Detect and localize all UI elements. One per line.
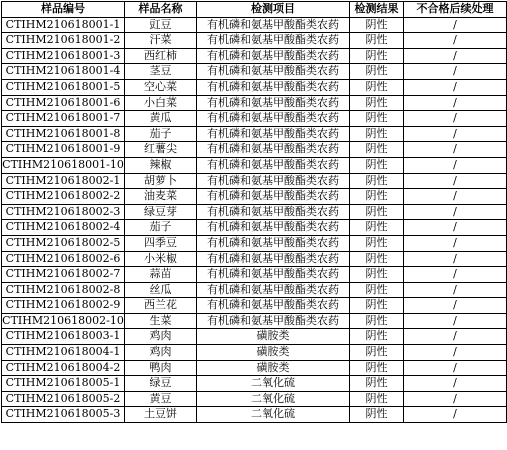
follow-up-cell: / <box>404 17 507 33</box>
header-sample-name: 样品名称 <box>125 2 197 18</box>
test-item-cell: 有机磷和氨基甲酸酯类农药 <box>197 79 350 95</box>
test-item-cell: 有机磷和氨基甲酸酯类农药 <box>197 17 350 33</box>
sample-name-cell: 红薯尖 <box>125 142 197 158</box>
table-row <box>2 79 507 95</box>
sample-id-cell: CTIHM210618002-2 <box>2 189 125 205</box>
sample-id-cell: CTIHM210618002-10 <box>2 313 125 329</box>
sample-name-cell: 辣椒 <box>125 157 197 173</box>
test-result-cell: 阴性 <box>350 251 404 267</box>
sample-id-cell: CTIHM210618005-2 <box>2 391 125 407</box>
sample-name-cell: 鸡肉 <box>125 329 197 345</box>
test-result-cell: 阴性 <box>350 391 404 407</box>
follow-up-cell: / <box>404 126 507 142</box>
test-result-cell: 阴性 <box>350 360 404 376</box>
sample-name-cell: 小米椒 <box>125 251 197 267</box>
sample-id-cell: CTIHM210618002-3 <box>2 204 125 220</box>
follow-up-cell: / <box>404 407 507 423</box>
test-item-cell: 有机磷和氨基甲酸酯类农药 <box>197 173 350 189</box>
table-row <box>2 204 507 220</box>
test-result-cell: 阴性 <box>350 126 404 142</box>
sample-name-cell: 蒜苗 <box>125 267 197 283</box>
test-result-cell: 阴性 <box>350 79 404 95</box>
follow-up-cell: / <box>404 64 507 80</box>
sample-name-cell: 小白菜 <box>125 95 197 111</box>
follow-up-cell: / <box>404 157 507 173</box>
table-row <box>2 267 507 283</box>
test-result-cell: 阴性 <box>350 17 404 33</box>
test-item-cell: 有机磷和氨基甲酸酯类农药 <box>197 95 350 111</box>
table-row <box>2 142 507 158</box>
sample-name-cell: 生菜 <box>125 313 197 329</box>
test-result-cell: 阴性 <box>350 282 404 298</box>
test-result-cell: 阴性 <box>350 376 404 392</box>
table-body <box>2 17 507 422</box>
sample-id-cell: CTIHM210618001-7 <box>2 111 125 127</box>
test-item-cell: 磺胺类 <box>197 345 350 361</box>
table-row <box>2 157 507 173</box>
table-row <box>2 407 507 423</box>
sample-id-cell: CTIHM210618005-1 <box>2 376 125 392</box>
test-result-cell: 阴性 <box>350 298 404 314</box>
sample-id-cell: CTIHM210618004-2 <box>2 360 125 376</box>
table-header <box>2 2 507 18</box>
test-result-cell: 阴性 <box>350 329 404 345</box>
table-row <box>2 251 507 267</box>
test-result-cell: 阴性 <box>350 235 404 251</box>
test-result-cell: 阴性 <box>350 407 404 423</box>
follow-up-cell: / <box>404 391 507 407</box>
header-test-result: 检测结果 <box>350 2 404 18</box>
test-result-cell: 阴性 <box>350 313 404 329</box>
table-row <box>2 126 507 142</box>
follow-up-cell: / <box>404 48 507 64</box>
follow-up-cell: / <box>404 235 507 251</box>
follow-up-cell: / <box>404 173 507 189</box>
test-item-cell: 有机磷和氨基甲酸酯类农药 <box>197 204 350 220</box>
test-item-cell: 二氧化硫 <box>197 407 350 423</box>
sample-id-cell: CTIHM210618001-9 <box>2 142 125 158</box>
test-item-cell: 二氧化硫 <box>197 376 350 392</box>
table-row <box>2 111 507 127</box>
follow-up-cell: / <box>404 360 507 376</box>
sample-id-cell: CTIHM210618002-8 <box>2 282 125 298</box>
table-row <box>2 33 507 49</box>
table-row <box>2 220 507 236</box>
test-item-cell: 有机磷和氨基甲酸酯类农药 <box>197 64 350 80</box>
follow-up-cell: / <box>404 220 507 236</box>
follow-up-cell: / <box>404 251 507 267</box>
sample-name-cell: 丝瓜 <box>125 282 197 298</box>
table-row <box>2 376 507 392</box>
sample-name-cell: 油麦菜 <box>125 189 197 205</box>
follow-up-cell: / <box>404 267 507 283</box>
sample-name-cell: 茄子 <box>125 220 197 236</box>
follow-up-cell: / <box>404 329 507 345</box>
test-result-cell: 阴性 <box>350 157 404 173</box>
sample-id-cell: CTIHM210618001-6 <box>2 95 125 111</box>
table-row <box>2 360 507 376</box>
table-row <box>2 391 507 407</box>
follow-up-cell: / <box>404 95 507 111</box>
sample-name-cell: 黄豆 <box>125 391 197 407</box>
test-item-cell: 二氧化硫 <box>197 391 350 407</box>
table-row <box>2 95 507 111</box>
sample-name-cell: 空心菜 <box>125 79 197 95</box>
table-row <box>2 329 507 345</box>
test-item-cell: 有机磷和氨基甲酸酯类农药 <box>197 33 350 49</box>
sample-id-cell: CTIHM210618001-1 <box>2 17 125 33</box>
test-result-cell: 阴性 <box>350 33 404 49</box>
table-row <box>2 235 507 251</box>
test-item-cell: 有机磷和氨基甲酸酯类农药 <box>197 126 350 142</box>
test-item-cell: 有机磷和氨基甲酸酯类农药 <box>197 111 350 127</box>
follow-up-cell: / <box>404 79 507 95</box>
test-item-cell: 有机磷和氨基甲酸酯类农药 <box>197 235 350 251</box>
follow-up-cell: / <box>404 282 507 298</box>
table-row <box>2 48 507 64</box>
sample-name-cell: 茄子 <box>125 126 197 142</box>
test-item-cell: 有机磷和氨基甲酸酯类农药 <box>197 267 350 283</box>
table-row <box>2 313 507 329</box>
sample-id-cell: CTIHM210618001-5 <box>2 79 125 95</box>
header-sample-id: 样品编号 <box>2 2 125 18</box>
table-row <box>2 173 507 189</box>
test-item-cell: 有机磷和氨基甲酸酯类农药 <box>197 157 350 173</box>
test-result-cell: 阴性 <box>350 173 404 189</box>
sample-name-cell: 鸭肉 <box>125 360 197 376</box>
test-item-cell: 有机磷和氨基甲酸酯类农药 <box>197 48 350 64</box>
follow-up-cell: / <box>404 313 507 329</box>
table-row <box>2 282 507 298</box>
sample-id-cell: CTIHM210618001-2 <box>2 33 125 49</box>
test-item-cell: 有机磷和氨基甲酸酯类农药 <box>197 142 350 158</box>
sample-id-cell: CTIHM210618002-4 <box>2 220 125 236</box>
follow-up-cell: / <box>404 376 507 392</box>
sample-name-cell: 土豆饼 <box>125 407 197 423</box>
sample-id-cell: CTIHM210618001-4 <box>2 64 125 80</box>
sample-id-cell: CTIHM210618002-5 <box>2 235 125 251</box>
test-item-cell: 有机磷和氨基甲酸酯类农药 <box>197 220 350 236</box>
header-test-item: 检测项目 <box>197 2 350 18</box>
test-item-cell: 有机磷和氨基甲酸酯类农药 <box>197 313 350 329</box>
sample-name-cell: 汗菜 <box>125 33 197 49</box>
follow-up-cell: / <box>404 33 507 49</box>
sample-name-cell: 胡萝卜 <box>125 173 197 189</box>
sample-id-cell: CTIHM210618003-1 <box>2 329 125 345</box>
sample-name-cell: 绿豆 <box>125 376 197 392</box>
sample-id-cell: CTIHM210618001-8 <box>2 126 125 142</box>
test-item-cell: 有机磷和氨基甲酸酯类农药 <box>197 251 350 267</box>
test-result-cell: 阴性 <box>350 142 404 158</box>
table-row <box>2 345 507 361</box>
inspection-results-table <box>1 1 507 423</box>
sample-id-cell: CTIHM210618002-9 <box>2 298 125 314</box>
sample-name-cell: 绿豆芽 <box>125 204 197 220</box>
header-row <box>2 2 507 18</box>
follow-up-cell: / <box>404 298 507 314</box>
sample-name-cell: 西兰花 <box>125 298 197 314</box>
table-row <box>2 298 507 314</box>
sample-name-cell: 茎豆 <box>125 64 197 80</box>
sample-id-cell: CTIHM210618005-3 <box>2 407 125 423</box>
sample-id-cell: CTIHM210618004-1 <box>2 345 125 361</box>
test-item-cell: 有机磷和氨基甲酸酯类农药 <box>197 282 350 298</box>
follow-up-cell: / <box>404 189 507 205</box>
table-row <box>2 64 507 80</box>
sample-id-cell: CTIHM210618002-7 <box>2 267 125 283</box>
sample-name-cell: 黄瓜 <box>125 111 197 127</box>
test-result-cell: 阴性 <box>350 189 404 205</box>
sample-name-cell: 鸡肉 <box>125 345 197 361</box>
header-follow-up: 不合格后续处理 <box>404 2 507 18</box>
sample-name-cell: 西红柿 <box>125 48 197 64</box>
test-item-cell: 磺胺类 <box>197 329 350 345</box>
sample-id-cell: CTIHM210618001-10 <box>2 157 125 173</box>
sample-id-cell: CTIHM210618002-1 <box>2 173 125 189</box>
test-result-cell: 阴性 <box>350 48 404 64</box>
follow-up-cell: / <box>404 142 507 158</box>
test-result-cell: 阴性 <box>350 95 404 111</box>
follow-up-cell: / <box>404 345 507 361</box>
follow-up-cell: / <box>404 111 507 127</box>
test-result-cell: 阴性 <box>350 220 404 236</box>
test-result-cell: 阴性 <box>350 64 404 80</box>
sample-name-cell: 豇豆 <box>125 17 197 33</box>
test-result-cell: 阴性 <box>350 267 404 283</box>
test-item-cell: 磺胺类 <box>197 360 350 376</box>
test-item-cell: 有机磷和氨基甲酸酯类农药 <box>197 298 350 314</box>
sample-name-cell: 四季豆 <box>125 235 197 251</box>
test-result-cell: 阴性 <box>350 111 404 127</box>
sample-id-cell: CTIHM210618002-6 <box>2 251 125 267</box>
test-result-cell: 阴性 <box>350 345 404 361</box>
test-result-cell: 阴性 <box>350 204 404 220</box>
test-item-cell: 有机磷和氨基甲酸酯类农药 <box>197 189 350 205</box>
table-row <box>2 189 507 205</box>
follow-up-cell: / <box>404 204 507 220</box>
sample-id-cell: CTIHM210618001-3 <box>2 48 125 64</box>
table-row <box>2 17 507 33</box>
